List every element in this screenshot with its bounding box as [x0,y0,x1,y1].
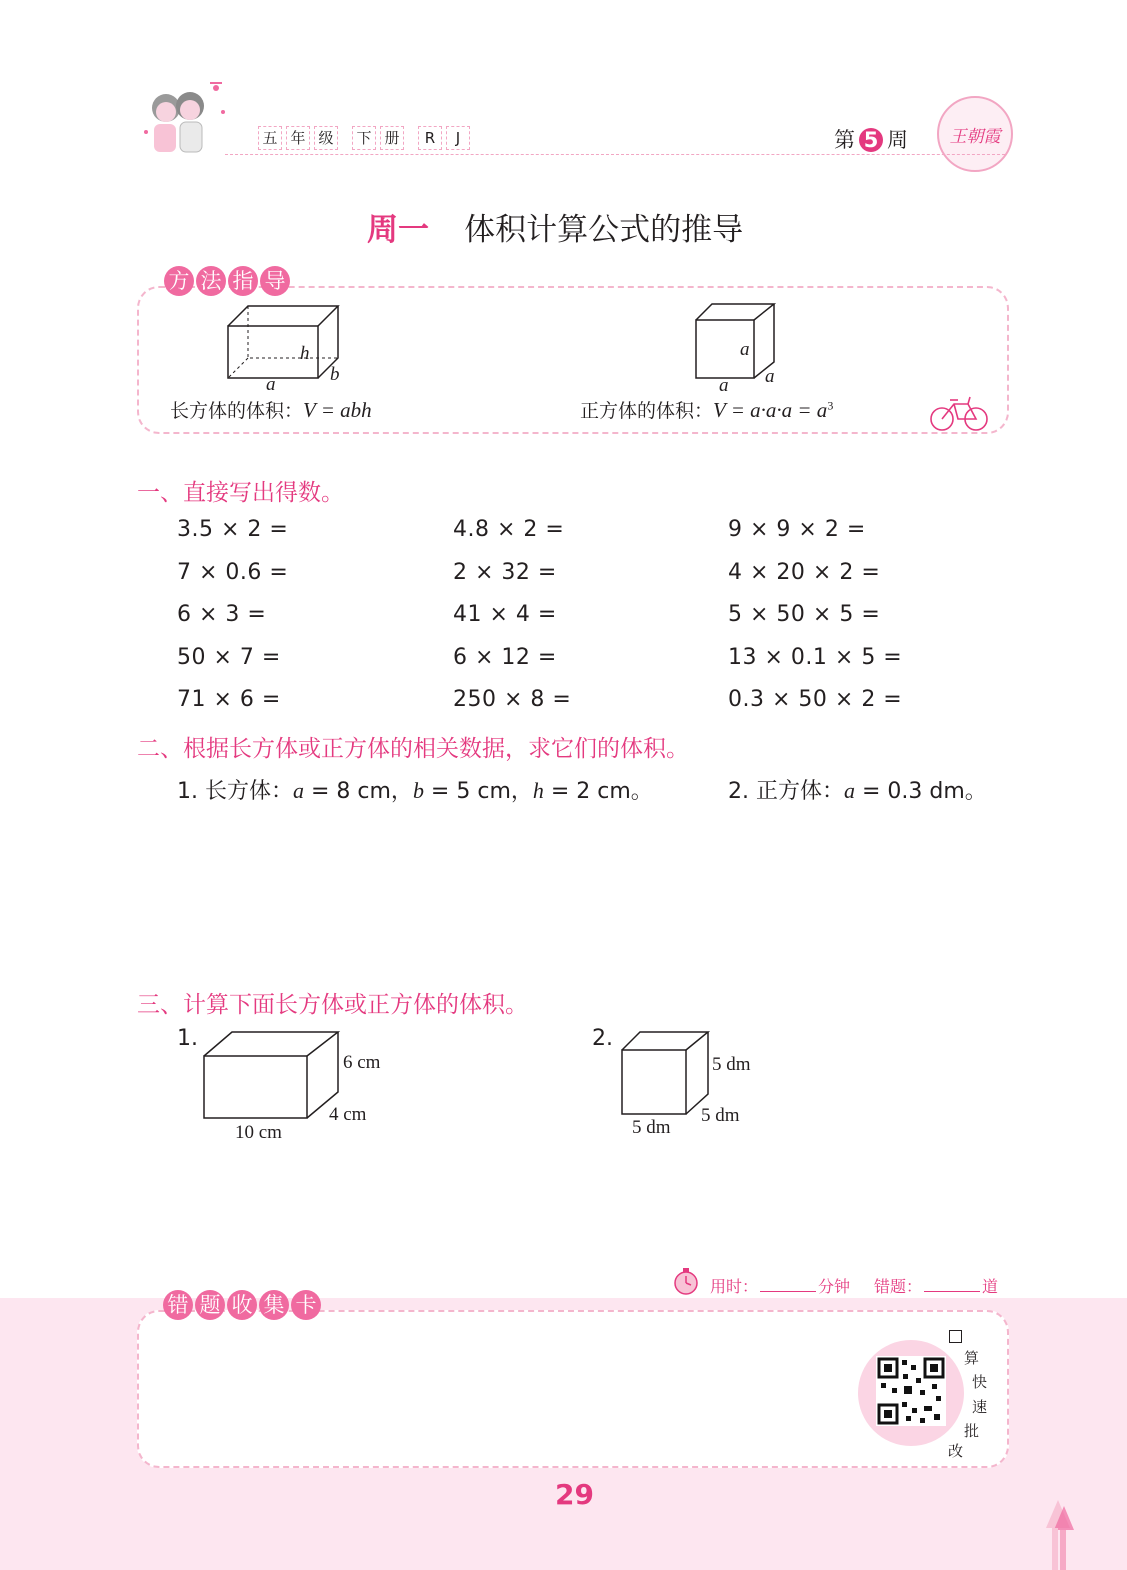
tag-char: 卡 [291,1290,321,1320]
value-b: = 5 cm， [423,779,533,804]
wrong-record [874,1274,998,1297]
bicycle-icon [928,392,990,432]
cuboid-label-a: a [266,374,276,395]
cube-formula [580,396,833,423]
cube-formula-exponent: 3 [827,398,834,413]
tag-char: 指 [228,266,258,296]
tag-char: 错 [163,1290,193,1320]
cube-formula-label: 正方体的体积： [580,401,714,422]
time-unit: 分钟 [818,1277,851,1296]
cuboid-formula-value: V = abh [303,398,372,422]
expression: 13 × 0.1 × 5 = [728,644,903,670]
qr-code[interactable] [876,1356,946,1426]
cube-label-edge1: a [740,339,750,360]
expr-row [177,645,977,688]
figure2-length-label: 5 dm [632,1117,671,1138]
grade-char: 级 [314,126,338,150]
expression: 6 × 3 = [177,602,267,627]
value-a: = 8 cm， [304,779,413,804]
qr-caption-char: 速 [972,1398,988,1416]
cuboid-formula [170,396,372,423]
stopwatch-icon [672,1266,700,1296]
cube-label-edge3: a [765,366,775,387]
cube-label-edge2: a [719,375,729,396]
section2-title: 二、根据长方体或正方体的相关数据，求它们的体积。 [137,736,689,762]
grade-char: R [418,126,442,150]
value-a: = 0.3 dm。 [855,779,987,804]
grade-char: J [446,126,470,150]
expression: 9 × 9 × 2 = [728,517,866,542]
problem-number: 2. [728,779,756,804]
cube-formula-value: V = a·a·a = a [713,398,828,422]
figure1-depth-label: 4 cm [329,1104,367,1125]
problem-cuboid [177,774,653,805]
tag-char: 法 [196,266,226,296]
section1-title: 一、直接写出得数。 [137,480,344,506]
expression: 250 × 8 = [453,687,572,712]
week-label [834,124,908,154]
grade-char: 五 [258,126,282,150]
seal-stamp [937,96,1013,172]
figure2-number: 2. [592,1026,613,1051]
expression: 0.3 × 50 × 2 = [728,687,903,712]
expression: 50 × 7 = [177,644,281,670]
grade-label [258,126,474,150]
expression: 5 × 50 × 5 = [728,602,881,627]
figure1-number: 1. [177,1026,198,1051]
figure1-height-label: 6 cm [343,1052,381,1073]
expression: 4.8 × 2 = [453,517,565,542]
expression: 41 × 4 = [453,602,557,627]
figure2-cube [618,1028,713,1118]
qr-caption-char: 快 [972,1373,988,1391]
checkbox-square-icon [949,1330,962,1343]
expression: 3.5 × 2 = [177,517,289,542]
grade-char: 册 [380,126,404,150]
page-number: 29 [555,1478,594,1511]
header-kids-illustration [138,72,238,162]
grade-char: 下 [352,126,376,150]
time-record [710,1274,850,1297]
wrong-blank[interactable] [924,1291,980,1292]
tag-char: 导 [260,266,290,296]
seal-text: 王朝霞 [949,127,1001,146]
expr-row [177,560,977,603]
week-suffix: 周 [887,128,908,152]
wrong-unit: 道 [982,1277,999,1296]
time-label: 用时： [710,1277,759,1296]
var-b: b [412,778,424,803]
value-h: = 2 cm。 [543,779,653,804]
figure2-height-label: 5 dm [712,1054,751,1075]
expression: 2 × 32 = [453,559,557,585]
mental-math-grid [177,517,977,730]
header-divider [225,154,1005,155]
var-h: h [532,778,544,803]
expr-row [177,602,977,645]
arrow-decoration-icon [1040,1498,1076,1570]
problem-shape: 长方体： [204,779,293,804]
expr-row [177,517,977,560]
qr-caption-char: 批 [964,1422,980,1440]
week-number-badge: 5 [859,128,883,152]
cuboid-formula-label: 长方体的体积： [170,401,304,422]
figure1-cuboid [200,1028,345,1123]
figure1-length-label: 10 cm [235,1122,282,1143]
tag-char: 方 [164,266,194,296]
cuboid-label-b: b [330,364,340,385]
expression: 6 × 12 = [453,644,557,670]
page-title [367,204,743,249]
error-card-tag [163,1290,321,1320]
title-prefix: 周一 [367,212,429,248]
expression: 71 × 6 = [177,687,281,712]
tag-char: 收 [227,1290,257,1320]
problem-cube [728,774,987,805]
cuboid-label-h: h [300,343,310,364]
expr-row [177,687,977,730]
week-prefix: 第 [834,128,855,152]
grade-char: 年 [286,126,310,150]
method-guide-tag [164,266,290,296]
problem-shape: 正方体： [755,779,844,804]
figure2-depth-label: 5 dm [701,1105,740,1126]
var-a: a [293,778,304,803]
var-a: a [844,778,855,803]
time-blank[interactable] [760,1291,816,1292]
problem-number: 1. [177,779,205,804]
expression: 7 × 0.6 = [177,559,289,585]
wrong-label: 错题： [874,1277,923,1296]
expression: 4 × 20 × 2 = [728,559,881,585]
qr-caption-char: 算 [964,1349,980,1367]
tag-char: 题 [195,1290,225,1320]
section3-title: 三、计算下面长方体或正方体的体积。 [137,992,528,1018]
title-text: 体积计算公式的推导 [464,212,744,248]
qr-caption-char: 改 [948,1442,964,1460]
tag-char: 集 [259,1290,289,1320]
